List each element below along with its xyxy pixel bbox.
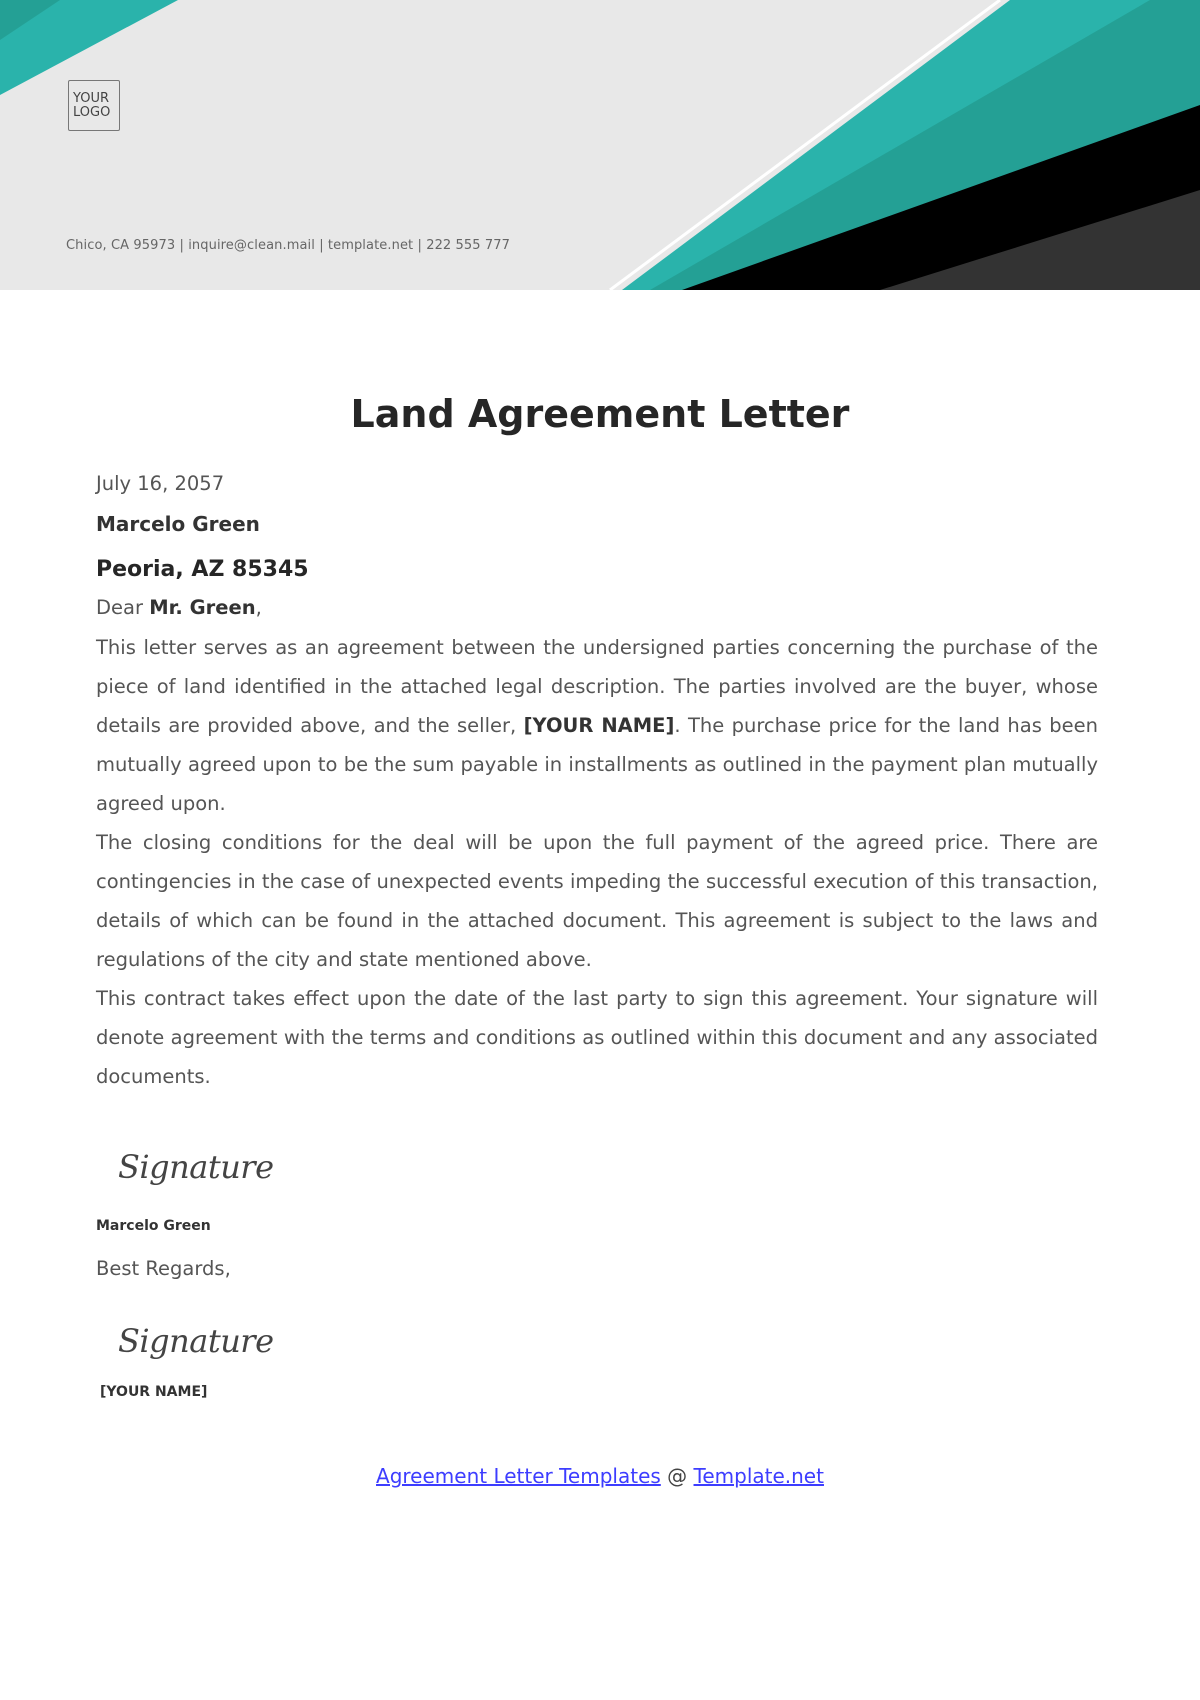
recipient-address: Peoria, AZ 85345: [96, 557, 309, 582]
signer-name: Marcelo Green: [96, 1218, 211, 1234]
logo-text-line1: YOUR: [73, 90, 110, 106]
paragraph-1-part1: This letter serves as an agreement between the undersigned parties concerning the purchase of the piece of land identified in the attached legal description. The parties involved are the buyer, whose details are provided above, and the seller,: [96, 636, 1098, 737]
sender-name: [YOUR NAME]: [100, 1384, 208, 1400]
recipient-name: Marcelo Green: [96, 512, 260, 536]
letter-date: July 16, 2057: [96, 472, 225, 495]
letter-body: [96, 468, 1098, 1400]
closing: Best Regards,: [96, 1257, 231, 1280]
salutation-name: Mr. Green: [149, 596, 256, 619]
paragraph-1-part2: . The purchase price for the land has been mutually agreed upon to be the sum payable in installments as outlined in the payment plan mutually agreed upon.: [96, 714, 1098, 815]
footer-separator: @: [660, 1464, 694, 1488]
paragraph-1: [96, 628, 1098, 823]
template-net-link[interactable]: Template.net: [693, 1464, 824, 1488]
salutation: [96, 590, 1098, 628]
letterhead: [0, 0, 1200, 290]
salutation-prefix: Dear: [96, 596, 150, 619]
logo-placeholder: [68, 80, 120, 131]
paragraph-3: This contract takes effect upon the date of the last party to sign this agreement. Your signature will denote agreement with the terms and conditions as outlined within this document and any associated documents.: [96, 987, 1098, 1088]
logo-text-line2: LOGO: [73, 104, 111, 120]
contact-info: Chico, CA 95973 | inquire@clean.mail | template.net | 222 555 777: [66, 238, 510, 253]
salutation-suffix: ,: [255, 596, 262, 619]
seller-name-placeholder: [YOUR NAME]: [523, 714, 675, 737]
recipient-signature-block: [96, 1096, 1098, 1216]
agreement-templates-link[interactable]: Agreement Letter Templates: [376, 1464, 661, 1488]
footer-links: [0, 1464, 1200, 1488]
sender-signature-block: [96, 1284, 1098, 1384]
paragraph-2: The closing conditions for the deal will be upon the full payment of the agreed price. There are contingencies in the case of unexpected events impeding the successful execution of this transaction, details of which can be found in the attached document. This agreement is subject to the laws and regulations of the city and state mentioned above.: [96, 831, 1098, 971]
recipient-signature: Signature: [118, 1148, 274, 1186]
sender-signature: Signature: [118, 1322, 274, 1360]
page-title: Land Agreement Letter: [350, 392, 850, 436]
